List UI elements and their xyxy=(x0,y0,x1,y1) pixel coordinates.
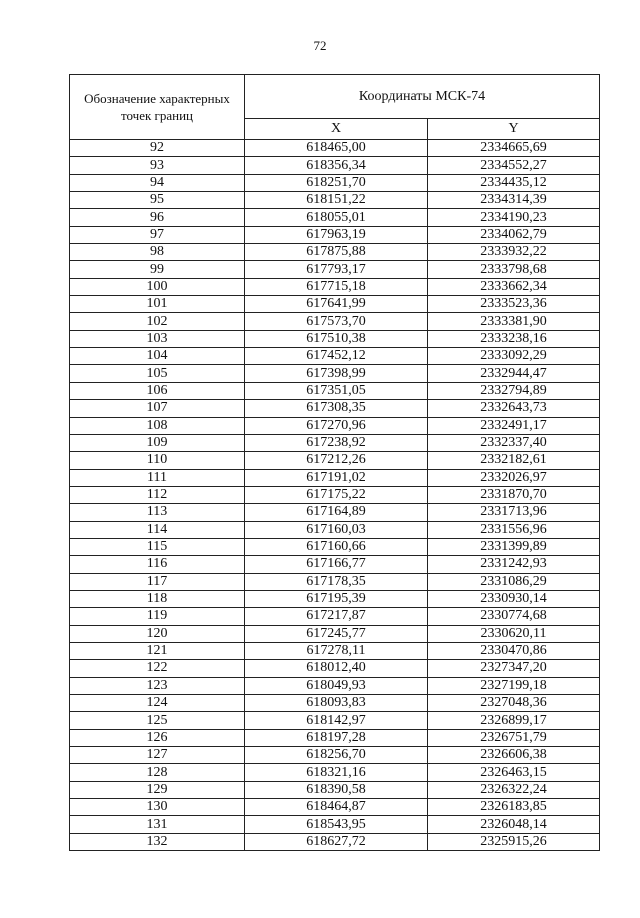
x-cell: 618627,72 xyxy=(245,833,428,850)
y-cell: 2332794,89 xyxy=(428,382,600,399)
y-cell: 2325915,26 xyxy=(428,833,600,850)
point-cell: 107 xyxy=(70,400,245,417)
y-cell: 2332643,73 xyxy=(428,400,600,417)
x-cell: 617641,99 xyxy=(245,296,428,313)
x-cell: 618543,95 xyxy=(245,816,428,833)
coordinates-table xyxy=(69,74,600,851)
table-row xyxy=(70,538,600,555)
x-cell: 617195,39 xyxy=(245,590,428,607)
x-cell: 617573,70 xyxy=(245,313,428,330)
table-row xyxy=(70,833,600,850)
table-row xyxy=(70,330,600,347)
x-cell: 617217,87 xyxy=(245,608,428,625)
table-row xyxy=(70,642,600,659)
x-cell: 617793,17 xyxy=(245,261,428,278)
x-cell: 618197,28 xyxy=(245,729,428,746)
point-cell: 121 xyxy=(70,642,245,659)
y-cell: 2330470,86 xyxy=(428,642,600,659)
point-cell: 101 xyxy=(70,296,245,313)
x-cell: 617875,88 xyxy=(245,244,428,261)
table-row xyxy=(70,729,600,746)
y-cell: 2326463,15 xyxy=(428,764,600,781)
table-row xyxy=(70,695,600,712)
point-cell: 131 xyxy=(70,816,245,833)
y-cell: 2332944,47 xyxy=(428,365,600,382)
table-row xyxy=(70,660,600,677)
table-row xyxy=(70,348,600,365)
table-row xyxy=(70,296,600,313)
y-cell: 2326751,79 xyxy=(428,729,600,746)
table-row xyxy=(70,244,600,261)
point-cell: 93 xyxy=(70,157,245,174)
y-cell: 2333932,22 xyxy=(428,244,600,261)
header-y: Y xyxy=(428,119,600,140)
point-cell: 122 xyxy=(70,660,245,677)
table-row xyxy=(70,747,600,764)
y-cell: 2332182,61 xyxy=(428,452,600,469)
table-row xyxy=(70,556,600,573)
point-cell: 110 xyxy=(70,452,245,469)
x-cell: 617715,18 xyxy=(245,278,428,295)
point-cell: 129 xyxy=(70,781,245,798)
point-cell: 123 xyxy=(70,677,245,694)
point-cell: 99 xyxy=(70,261,245,278)
x-cell: 617160,03 xyxy=(245,521,428,538)
point-cell: 103 xyxy=(70,330,245,347)
y-cell: 2333092,29 xyxy=(428,348,600,365)
point-cell: 112 xyxy=(70,486,245,503)
point-cell: 132 xyxy=(70,833,245,850)
x-cell: 617238,92 xyxy=(245,434,428,451)
x-cell: 617398,99 xyxy=(245,365,428,382)
point-cell: 114 xyxy=(70,521,245,538)
y-cell: 2326322,24 xyxy=(428,781,600,798)
point-cell: 130 xyxy=(70,799,245,816)
x-cell: 617278,11 xyxy=(245,642,428,659)
point-cell: 119 xyxy=(70,608,245,625)
y-cell: 2334062,79 xyxy=(428,226,600,243)
y-cell: 2333662,34 xyxy=(428,278,600,295)
point-cell: 104 xyxy=(70,348,245,365)
point-cell: 97 xyxy=(70,226,245,243)
y-cell: 2333381,90 xyxy=(428,313,600,330)
table-row xyxy=(70,816,600,833)
x-cell: 617175,22 xyxy=(245,486,428,503)
point-cell: 96 xyxy=(70,209,245,226)
page-number: 72 xyxy=(313,38,327,53)
table-body xyxy=(70,140,600,851)
x-cell: 617245,77 xyxy=(245,625,428,642)
header-points: Обозначение характерных точек границ xyxy=(70,75,245,140)
table-row xyxy=(70,573,600,590)
x-cell: 618464,87 xyxy=(245,799,428,816)
x-cell: 618142,97 xyxy=(245,712,428,729)
y-cell: 2333523,36 xyxy=(428,296,600,313)
x-cell: 618049,93 xyxy=(245,677,428,694)
point-cell: 126 xyxy=(70,729,245,746)
table-row xyxy=(70,226,600,243)
x-cell: 617351,05 xyxy=(245,382,428,399)
y-cell: 2327347,20 xyxy=(428,660,600,677)
table-row xyxy=(70,400,600,417)
x-cell: 618251,70 xyxy=(245,174,428,191)
y-cell: 2333798,68 xyxy=(428,261,600,278)
table-row xyxy=(70,174,600,191)
table-row xyxy=(70,192,600,209)
x-cell: 618465,00 xyxy=(245,140,428,157)
x-cell: 618151,22 xyxy=(245,192,428,209)
y-cell: 2330930,14 xyxy=(428,590,600,607)
x-cell: 617160,66 xyxy=(245,538,428,555)
y-cell: 2326606,38 xyxy=(428,747,600,764)
y-cell: 2326048,14 xyxy=(428,816,600,833)
point-cell: 111 xyxy=(70,469,245,486)
table-row xyxy=(70,434,600,451)
point-cell: 116 xyxy=(70,556,245,573)
table-row xyxy=(70,504,600,521)
x-cell: 617452,12 xyxy=(245,348,428,365)
x-cell: 618012,40 xyxy=(245,660,428,677)
table-row xyxy=(70,313,600,330)
x-cell: 617166,77 xyxy=(245,556,428,573)
header-x: X xyxy=(245,119,428,140)
point-cell: 115 xyxy=(70,538,245,555)
y-cell: 2330620,11 xyxy=(428,625,600,642)
table-row xyxy=(70,712,600,729)
x-cell: 617270,96 xyxy=(245,417,428,434)
point-cell: 95 xyxy=(70,192,245,209)
point-cell: 128 xyxy=(70,764,245,781)
point-cell: 125 xyxy=(70,712,245,729)
table-row xyxy=(70,209,600,226)
x-cell: 618356,34 xyxy=(245,157,428,174)
point-cell: 127 xyxy=(70,747,245,764)
y-cell: 2331870,70 xyxy=(428,486,600,503)
table-row xyxy=(70,590,600,607)
point-cell: 106 xyxy=(70,382,245,399)
point-cell: 100 xyxy=(70,278,245,295)
y-cell: 2326183,85 xyxy=(428,799,600,816)
point-cell: 94 xyxy=(70,174,245,191)
y-cell: 2331086,29 xyxy=(428,573,600,590)
y-cell: 2331242,93 xyxy=(428,556,600,573)
table-header xyxy=(70,75,600,140)
table-row xyxy=(70,677,600,694)
x-cell: 618321,16 xyxy=(245,764,428,781)
y-cell: 2332337,40 xyxy=(428,434,600,451)
y-cell: 2332491,17 xyxy=(428,417,600,434)
point-cell: 117 xyxy=(70,573,245,590)
table-row xyxy=(70,608,600,625)
y-cell: 2326899,17 xyxy=(428,712,600,729)
point-cell: 108 xyxy=(70,417,245,434)
x-cell: 618055,01 xyxy=(245,209,428,226)
point-cell: 98 xyxy=(70,244,245,261)
x-cell: 617178,35 xyxy=(245,573,428,590)
point-cell: 92 xyxy=(70,140,245,157)
y-cell: 2330774,68 xyxy=(428,608,600,625)
x-cell: 617191,02 xyxy=(245,469,428,486)
table-row xyxy=(70,469,600,486)
point-cell: 120 xyxy=(70,625,245,642)
table-row xyxy=(70,157,600,174)
x-cell: 618093,83 xyxy=(245,695,428,712)
point-cell: 109 xyxy=(70,434,245,451)
table-row xyxy=(70,365,600,382)
header-coordinate-system: Координаты МСК-74 xyxy=(245,75,600,119)
y-cell: 2327199,18 xyxy=(428,677,600,694)
y-cell: 2333238,16 xyxy=(428,330,600,347)
x-cell: 617308,35 xyxy=(245,400,428,417)
y-cell: 2331713,96 xyxy=(428,504,600,521)
table-row xyxy=(70,261,600,278)
y-cell: 2334665,69 xyxy=(428,140,600,157)
table-row xyxy=(70,625,600,642)
table-row xyxy=(70,486,600,503)
x-cell: 617212,26 xyxy=(245,452,428,469)
table-row xyxy=(70,764,600,781)
y-cell: 2334435,12 xyxy=(428,174,600,191)
table-row xyxy=(70,417,600,434)
point-cell: 113 xyxy=(70,504,245,521)
table-row xyxy=(70,799,600,816)
table-row xyxy=(70,278,600,295)
y-cell: 2332026,97 xyxy=(428,469,600,486)
table-row xyxy=(70,382,600,399)
table-row xyxy=(70,140,600,157)
y-cell: 2334190,23 xyxy=(428,209,600,226)
y-cell: 2334314,39 xyxy=(428,192,600,209)
table-row xyxy=(70,521,600,538)
point-cell: 105 xyxy=(70,365,245,382)
y-cell: 2331556,96 xyxy=(428,521,600,538)
x-cell: 618390,58 xyxy=(245,781,428,798)
x-cell: 617164,89 xyxy=(245,504,428,521)
y-cell: 2331399,89 xyxy=(428,538,600,555)
x-cell: 617510,38 xyxy=(245,330,428,347)
point-cell: 118 xyxy=(70,590,245,607)
x-cell: 618256,70 xyxy=(245,747,428,764)
point-cell: 102 xyxy=(70,313,245,330)
x-cell: 617963,19 xyxy=(245,226,428,243)
table-row xyxy=(70,781,600,798)
point-cell: 124 xyxy=(70,695,245,712)
table-row xyxy=(70,452,600,469)
y-cell: 2334552,27 xyxy=(428,157,600,174)
y-cell: 2327048,36 xyxy=(428,695,600,712)
